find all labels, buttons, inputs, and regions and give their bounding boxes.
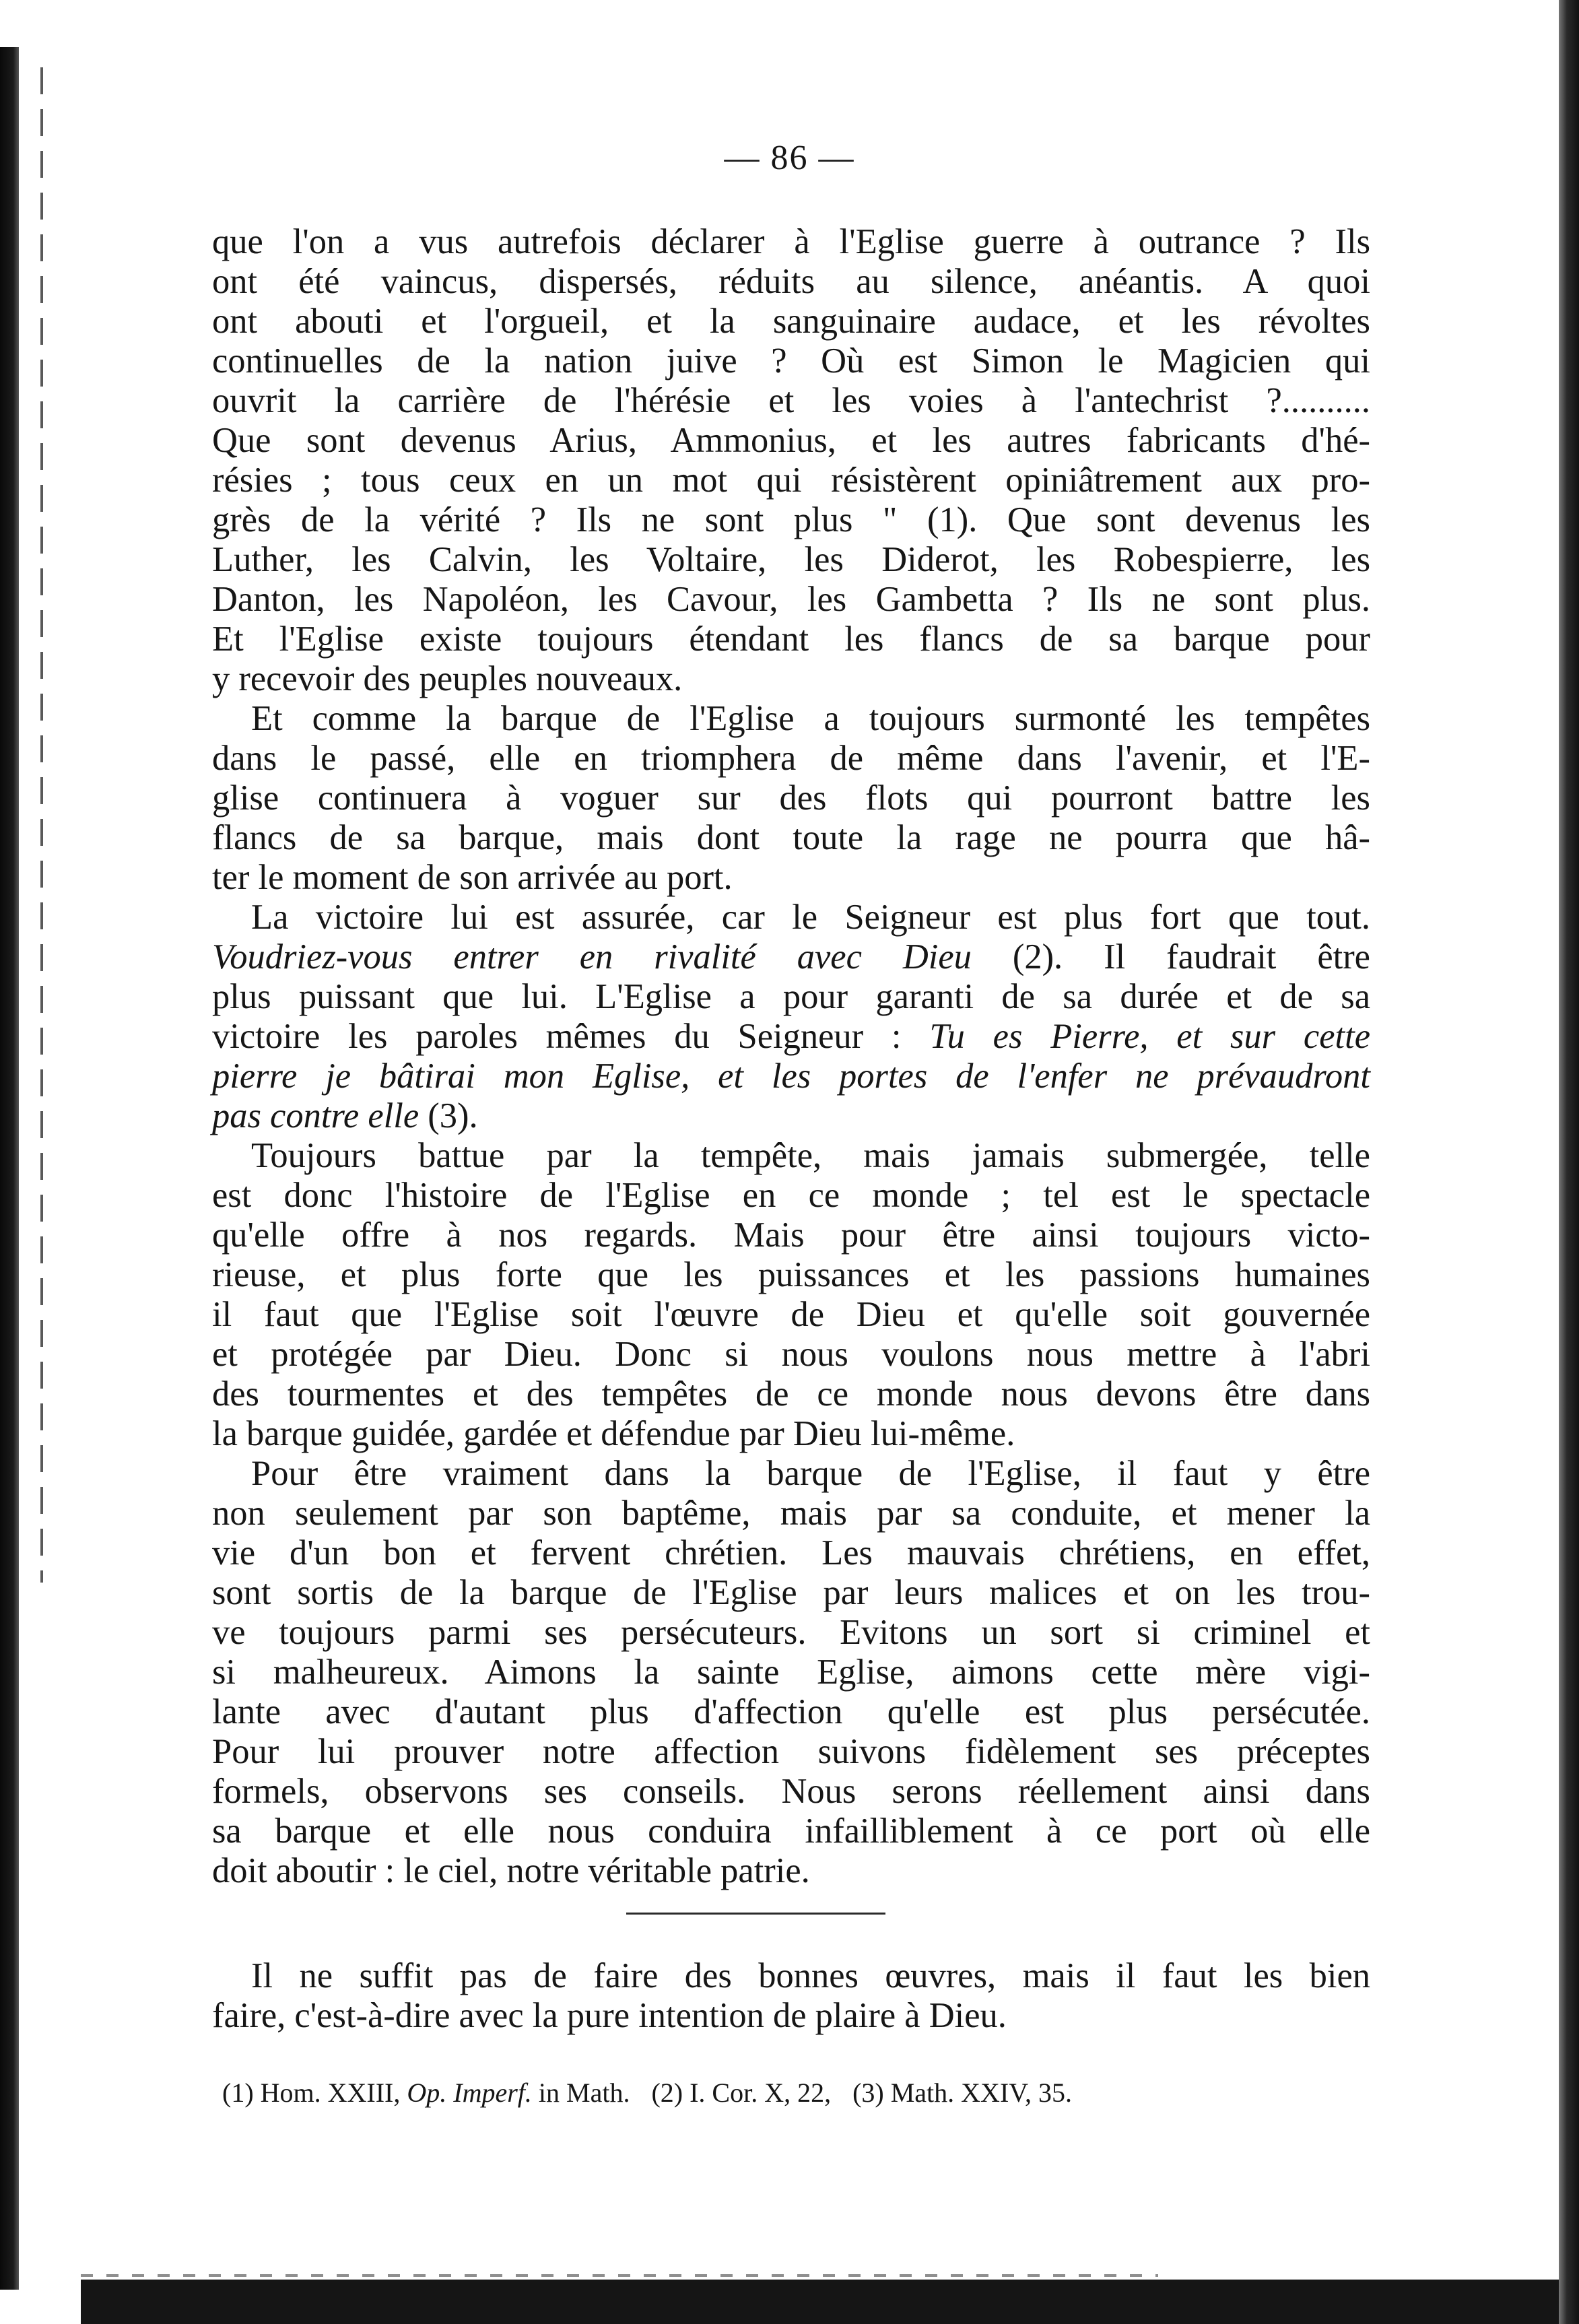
text-line: lante avec d'autant plus d'affection qu'elle est plus persécutée. — [212, 1692, 1370, 1731]
text-line: continuelles de la nation juive ? Où est Simon le Magicien qui — [212, 341, 1370, 380]
text-line — [212, 937, 1370, 977]
text-line: y recevoir des peuples nouveaux. — [212, 659, 683, 698]
text-line: est donc l'histoire de l'Eglise en ce monde ; tel est le spectacle — [212, 1176, 1370, 1215]
text-fragment: victoire les paroles mêmes du Seigneur : — [212, 1017, 930, 1056]
text-line: ont abouti et l'orgueil, et la sanguinaire audace, et les révoltes — [212, 302, 1370, 341]
scripture-quote: pierre je bâtirai mon Eglise, et les portes de l'enfer ne prévaudront — [212, 1057, 1370, 1096]
text-line: glise continuera à voguer sur des flots qui pourront battre les — [212, 778, 1370, 818]
text-line: ve toujours parmi ses persécuteurs. Evitons un sort si criminel et — [212, 1613, 1370, 1652]
text-line: il faut que l'Eglise soit l'œuvre de Dieu et qu'elle soit gouvernée — [212, 1295, 1370, 1334]
page-number: — 86 — — [724, 139, 855, 177]
text-line: non seulement par son baptême, mais par sa conduite, et mener la — [212, 1494, 1370, 1533]
text-line: ouvrit la carrière de l'hérésie et les voies à l'antechrist ?.......... — [212, 381, 1370, 420]
text-line: Et comme la barque de l'Eglise a toujours surmonté les tempêtes — [251, 699, 1370, 738]
section-divider — [626, 1913, 885, 1915]
scripture-quote: Tu es Pierre, et sur cette — [929, 1017, 1370, 1056]
closing-note — [212, 1956, 1370, 2036]
text-line: Toujours battue par la tempête, mais jamais submergée, telle — [251, 1136, 1370, 1175]
text-line: plus puissant que lui. L'Eglise a pour garanti de sa durée et de sa — [212, 977, 1370, 1016]
scan-border-left — [0, 47, 19, 2290]
text-line: Pour lui prouver notre affection suivons fidèlement ses préceptes — [212, 1732, 1370, 1771]
footnote-text: Math. XXIV, 35. — [890, 2078, 1072, 2108]
footnote-text: I. Cor. X, 22, — [690, 2078, 832, 2108]
text-fragment: (2). Il faudrait être — [971, 937, 1370, 976]
scan-specks — [81, 2274, 1158, 2277]
text-line: sa barque et elle nous conduira infailliblement à ce port où elle — [212, 1812, 1370, 1851]
text-line: que l'on a vus autrefois déclarer à l'Eglise guerre à outrance ? Ils — [212, 222, 1370, 261]
note-line: Il ne suffit pas de faire des bonnes œuvres, mais il faut les bien — [251, 1956, 1370, 1995]
text-line: rieuse, et plus forte que les puissances et les passions humaines — [212, 1255, 1370, 1294]
text-line: des tourmentes et des tempêtes de ce monde nous devons être dans — [212, 1374, 1370, 1414]
footnote-1 — [222, 2078, 630, 2108]
footnote-2 — [651, 2078, 831, 2108]
text-line: qu'elle offre à nos regards. Mais pour être ainsi toujours victo- — [212, 1216, 1370, 1255]
body-text — [212, 222, 1370, 1891]
text-fragment: (3). — [419, 1096, 478, 1135]
text-line: La victoire lui est assurée, car le Seigneur est plus fort que tout. — [251, 898, 1370, 937]
text-line: résies ; tous ceux en un mot qui résistèrent opiniâtrement aux pro- — [212, 461, 1370, 500]
text-line: formels, observons ses conseils. Nous serons réellement ainsi dans — [212, 1772, 1370, 1811]
text-line: Pour être vraiment dans la barque de l'Eglise, il faut y être — [251, 1454, 1370, 1493]
text-line: grès de la vérité ? Ils ne sont plus " (1). Que sont devenus les — [212, 500, 1370, 539]
text-line: doit aboutir : le ciel, notre véritable patrie. — [212, 1851, 810, 1890]
footnote-text: Hom. XXIII, — [260, 2078, 407, 2108]
note-line: faire, c'est-à-dire avec la pure intention de plaire à Dieu. — [212, 1996, 1007, 2035]
text-line: Luther, les Calvin, les Voltaire, les Diderot, les Robespierre, les — [212, 540, 1370, 579]
text-line: la barque guidée, gardée et défendue par Dieu lui-même. — [212, 1414, 1015, 1453]
footnote-text: in Math. — [531, 2078, 630, 2108]
text-line: Danton, les Napoléon, les Cavour, les Gambetta ? Ils ne sont plus. — [212, 580, 1370, 619]
text-line: sont sortis de la barque de l'Eglise par leurs malices et on les trou- — [212, 1573, 1370, 1612]
footnote-marker: (2) — [651, 2078, 683, 2108]
text-line: vie d'un bon et fervent chrétien. Les mauvais chrétiens, en effet, — [212, 1533, 1370, 1572]
footnote-marker: (3) — [852, 2078, 884, 2108]
footnotes — [222, 2078, 1367, 2109]
text-line: ont été vaincus, dispersés, réduits au silence, anéantis. A quoi — [212, 262, 1370, 301]
text-line: Que sont devenus Arius, Ammonius, et les autres fabricants d'hé- — [212, 421, 1370, 460]
text-line — [212, 1017, 1370, 1057]
footnote-marker: (1) — [222, 2078, 254, 2108]
footnote-3 — [852, 2078, 1072, 2108]
scripture-quote: pas contre elle — [212, 1096, 419, 1135]
text-line — [212, 1096, 1370, 1136]
text-line — [212, 1057, 1370, 1096]
scan-border-bottom — [81, 2280, 1559, 2324]
text-line: ter le moment de son arrivée au port. — [212, 858, 733, 897]
footnote-text-italic: Op. Imperf. — [407, 2078, 532, 2108]
text-line: si malheureux. Aimons la sainte Eglise, aimons cette mère vigi- — [212, 1653, 1370, 1692]
scripture-quote: Voudriez-vous entrer en rivalité avec Dieu — [212, 937, 972, 976]
scan-border-right — [1559, 0, 1579, 2324]
text-line: Et l'Eglise existe toujours étendant les flancs de sa barque pour — [212, 620, 1370, 659]
text-line: dans le passé, elle en triomphera de même dans l'avenir, et l'E- — [212, 739, 1370, 778]
text-line: et protégée par Dieu. Donc si nous voulons nous mettre à l'abri — [212, 1335, 1370, 1374]
text-line: flancs de sa barque, mais dont toute la rage ne pourra que hâ- — [212, 818, 1370, 857]
scan-border-left-inner — [40, 67, 43, 1583]
